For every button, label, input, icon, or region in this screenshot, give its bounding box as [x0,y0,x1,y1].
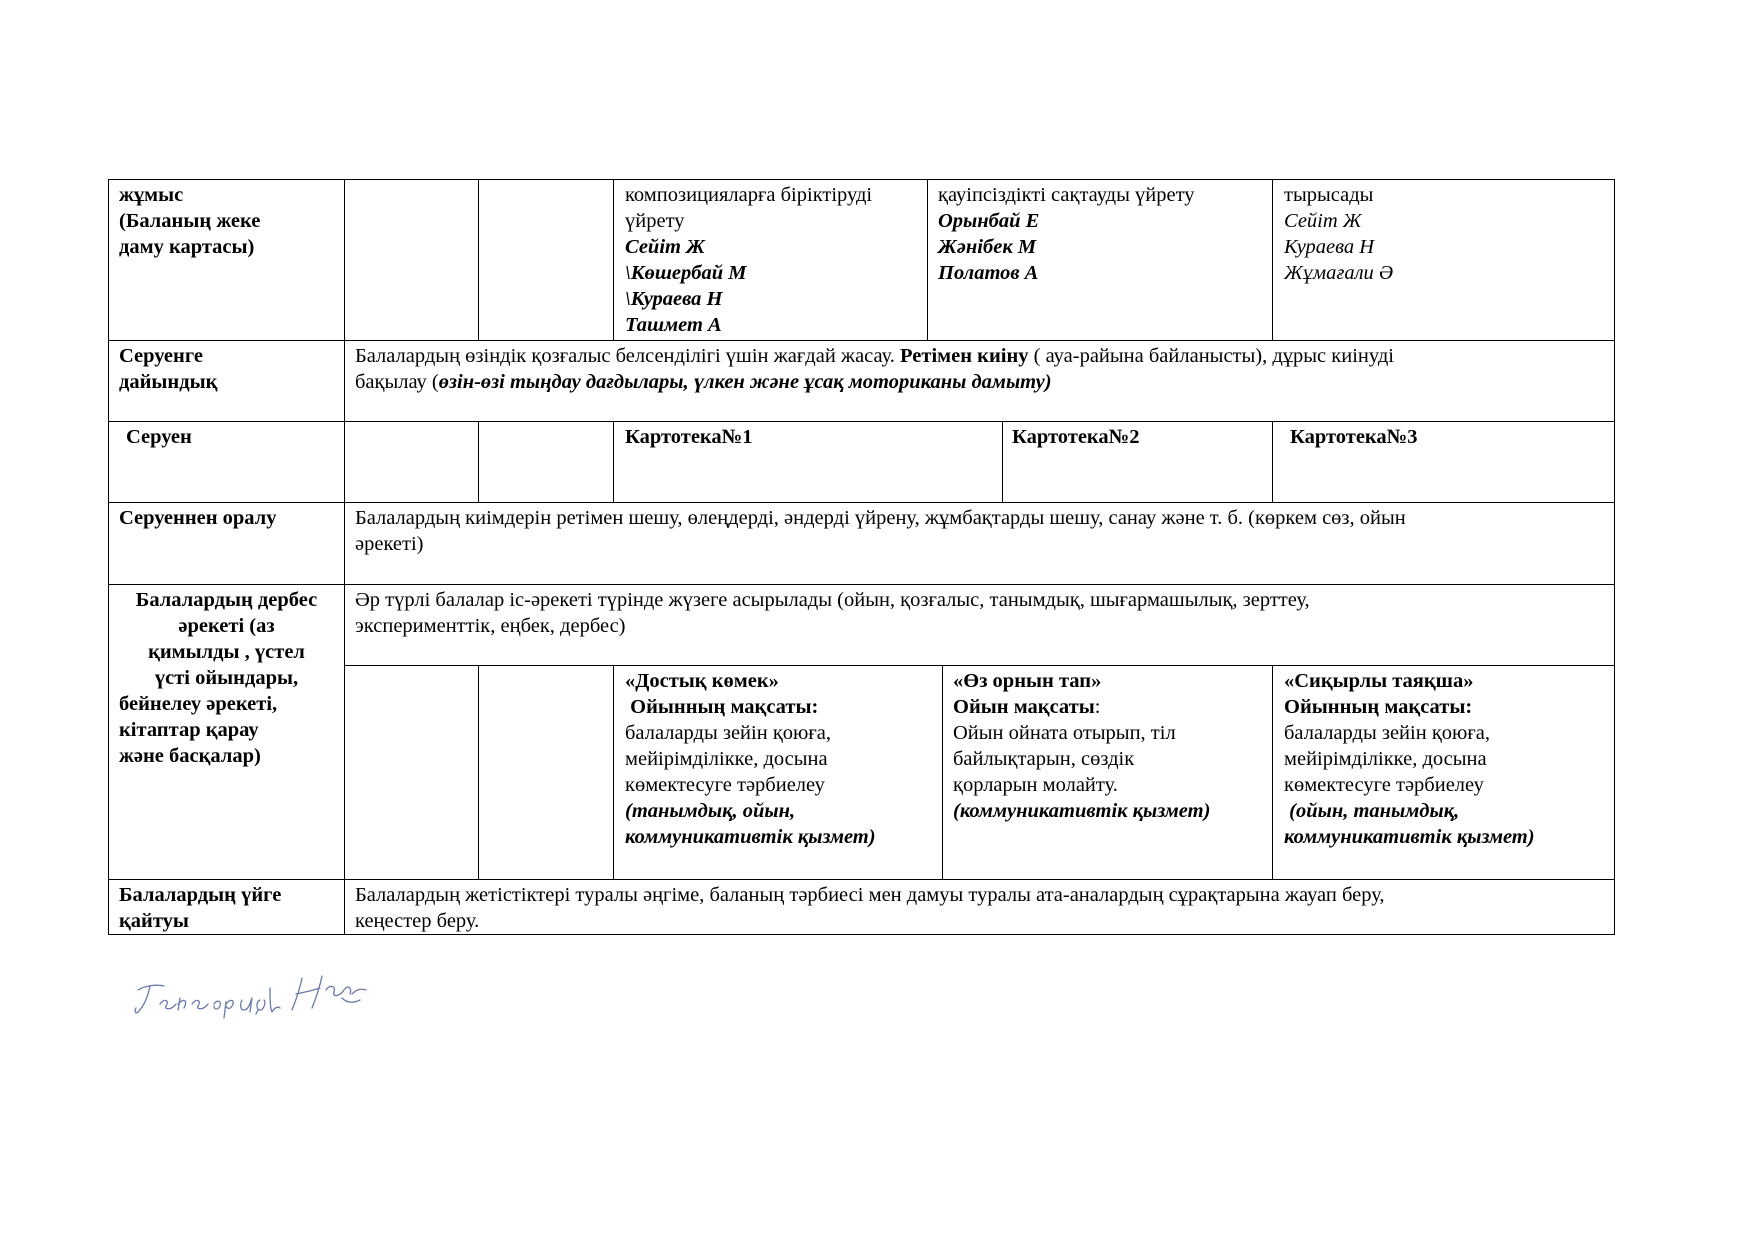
card-file-2: Картотека№2 [1012,426,1140,448]
activity-tag: коммуникативтік қызмет) [1284,826,1535,848]
row5-label-line: бейнелеу әрекеті, [119,693,278,715]
child-name: \Көшербай М [625,262,747,284]
row1-label-line: (Баланың жеке [119,210,261,232]
text-line: үйрету [625,210,685,232]
activity-tag: (коммуникативтік қызмет) [953,800,1211,822]
row2-content [355,343,1394,395]
text-line: балаларды зейін қоюға, [625,722,831,744]
child-name: Жұмағали Ә [1284,262,1394,284]
child-name: Сейіт Ж [625,236,705,258]
text-line: Әр түрлі балалар іс-әрекеті түрінде жүзеге асырылады (ойын, қозғалыс, танымдық, шығармашылық, зерттеу, [355,589,1310,611]
row5-label [109,587,344,769]
text-line: тырысады [1284,184,1374,206]
row4-content [355,505,1406,557]
text-line: мейірімділікке, досына [1284,748,1487,770]
row3-label: Серуен [126,426,192,448]
game-goal-line [953,694,1210,720]
text-line: Балалардың киімдерін ретімен шешу, өлеңдерді, әндерді үйрену, жұмбақтарды шешу, санау және т. б. (көркем сөз, ойын [355,507,1406,529]
game-title: «Сиқырлы таяқша» [1284,670,1474,692]
handwritten-signature [130,968,390,1028]
row5-label-line: әрекеті (аз [178,615,275,637]
text-line: көмектесуге тәрбиелеу [1284,774,1484,796]
row2-label [119,343,217,395]
game-goal-label: Ойын мақсаты [953,696,1095,718]
child-name: Полатов А [938,262,1039,284]
row7-label-line: қайтуы [119,910,189,932]
row5-content [355,587,1310,639]
row5-label-line: Балалардың дербес [135,589,318,611]
row5-label-line: үсті ойындары, [154,667,299,689]
card-file-1: Картотека№1 [625,426,753,448]
row7-label [119,882,281,934]
row7-label-line: Балалардың үйге [119,884,282,906]
row5-label-line: кітаптар қарау [119,719,259,741]
row1-col4 [938,182,1195,286]
text-line: Ойын ойната отырып, тіл [953,722,1176,744]
activity-tag: коммуникативтік қызмет) [625,826,876,848]
text-run-bold: Ретімен киіну [900,345,1029,367]
text-line: Балалардың жетістіктері туралы әңгіме, баланың тәрбиесі мен дамуы туралы ата-аналардың сұрақтарына жауап беру, [355,884,1385,906]
game-goal-label: Ойынның мақсаты: [625,696,819,718]
activity-tag: (ойын, танымдық, [1284,800,1460,822]
child-name: Ташмет А [625,314,722,336]
child-name: Сейіт Ж [1284,210,1362,232]
activity-tag: (танымдық, ойын, [625,800,796,822]
child-name: Орынбай Е [938,210,1040,232]
text-line: әрекеті) [355,533,424,555]
card-file-3: Картотека№3 [1290,426,1418,448]
signature-text: Тексерілді [130,968,135,969]
text-line: композицияларға біріктіруді [625,184,873,206]
text-line: қауіпсіздікті сақтауды үйрету [938,184,1195,206]
text-line: кеңестер беру. [355,910,480,932]
text-line: мейірімділікке, досына [625,748,828,770]
game-title: «Өз орнын тап» [953,670,1102,692]
child-name: Кураева Н [1284,236,1375,258]
text-line: көмектесуге тәрбиелеу [625,774,825,796]
row5-label-line: және басқалар) [119,745,261,767]
game-3 [1284,668,1535,850]
game-title: «Достық көмек» [625,670,779,692]
row5-label-line: қимылды , үстел [148,641,305,663]
row1-label [119,182,260,260]
child-name: Жәнібек М [938,236,1037,258]
text-line: қорларын молайту. [953,774,1118,796]
text-line: балаларды зейін қоюға, [1284,722,1490,744]
row2-label-line: Серуенге [119,345,203,367]
child-name: \Кураева Н [625,288,723,310]
row2-label-line: дайындық [119,371,218,393]
text-run-bold-italic: өзін-өзі тыңдау дағдылары, үлкен және ұсақ моториканы дамыту) [438,371,1052,393]
row4-label: Серуеннен оралу [119,507,277,529]
game-goal-label: Ойынның мақсаты: [1284,696,1473,718]
text-line: эксперименттік, еңбек, дербес) [355,615,626,637]
game-goal-colon: : [1094,696,1101,718]
row1-col5 [1284,182,1393,286]
row1-col3 [625,182,872,338]
text-run: Балалардың өзіндік қозғалыс белсенділігі үшін жағдай жасау. [355,345,901,367]
game-2 [953,668,1210,824]
text-run: ( ауа-райына байланысты), дұрыс киінуді [1028,345,1394,367]
text-run: бақылау ( [355,371,439,393]
text-line [355,343,1394,369]
row1-label-line: жұмыс [119,184,184,206]
text-line: байлықтарын, сөздік [953,748,1135,770]
row7-content [355,882,1385,934]
game-1 [625,668,876,850]
text-line [355,369,1394,395]
row1-label-line: даму картасы) [119,236,255,258]
